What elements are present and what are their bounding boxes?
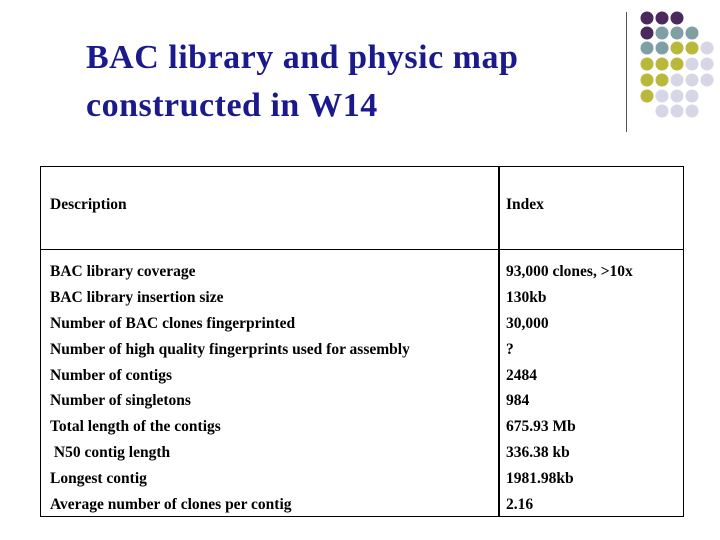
bac-stats-table — [40, 166, 684, 517]
description-cell: Number of singletons — [50, 392, 191, 410]
decorative-dot — [671, 74, 684, 87]
description-cell: BAC library insertion size — [50, 288, 224, 306]
slide-title-line-1: BAC library and physic map — [86, 39, 519, 76]
slide-title — [86, 34, 606, 130]
decorative-dot — [656, 27, 669, 40]
decorative-dot — [656, 42, 669, 55]
decorative-dot — [701, 42, 714, 55]
index-column — [506, 259, 633, 518]
index-cell: 2484 — [506, 366, 537, 384]
index-cell: 93,000 clones, >10x — [506, 263, 633, 280]
decorative-dot — [656, 58, 669, 71]
index-cell: 30,000 — [506, 314, 549, 332]
decorative-dot — [701, 74, 714, 87]
decorative-dot — [671, 58, 684, 71]
decorative-dot — [641, 12, 654, 25]
description-cell: BAC library coverage — [50, 263, 196, 280]
decorative-dot — [686, 42, 699, 55]
decorative-dot — [641, 27, 654, 40]
decorative-dot — [686, 105, 699, 118]
decorative-dot — [671, 12, 684, 25]
table-column-divider — [498, 167, 500, 516]
decorative-dot — [671, 27, 684, 40]
index-cell: 675.93 Mb — [506, 418, 576, 436]
description-cell: Longest contig — [50, 470, 147, 488]
decorative-dot — [656, 90, 669, 103]
slide-title-line-2: constructed in W14 — [86, 87, 378, 124]
description-cell: Total length of the contigs — [50, 418, 221, 436]
description-cell: Number of contigs — [50, 366, 172, 384]
header-description: Description — [50, 196, 127, 213]
dot-grid-group — [641, 12, 714, 118]
decorative-dot — [641, 90, 654, 103]
decorative-dot — [641, 74, 654, 87]
decorative-vertical-line — [626, 12, 627, 132]
description-cell: Number of high quality fingerprints used for assembly — [50, 340, 410, 358]
index-cell: ? — [506, 340, 514, 358]
index-cell: 1981.98kb — [506, 470, 574, 488]
index-cell: 984 — [506, 392, 530, 410]
description-column — [50, 259, 410, 518]
index-cell: 2.16 — [506, 496, 534, 514]
decorative-dot — [641, 58, 654, 71]
description-cell: Number of BAC clones fingerprinted — [50, 314, 296, 332]
decorative-dot — [656, 12, 669, 25]
index-cell: 130kb — [506, 288, 547, 306]
decorative-dot — [686, 74, 699, 87]
decorative-dot — [641, 42, 654, 55]
header-index: Index — [506, 196, 544, 213]
decorative-dot — [656, 105, 669, 118]
description-cell: Average number of clones per contig — [50, 496, 292, 514]
decorative-dot — [701, 58, 714, 71]
decorative-dot — [686, 58, 699, 71]
decorative-dot — [686, 90, 699, 103]
index-cell: 336.38 kb — [506, 444, 570, 462]
description-cell: N50 contig length — [50, 444, 171, 462]
decorative-dot — [671, 105, 684, 118]
decorative-dot — [671, 42, 684, 55]
decorative-dot — [656, 74, 669, 87]
decorative-dot — [686, 27, 699, 40]
table-header-divider — [41, 249, 683, 250]
decorative-dot — [671, 90, 684, 103]
